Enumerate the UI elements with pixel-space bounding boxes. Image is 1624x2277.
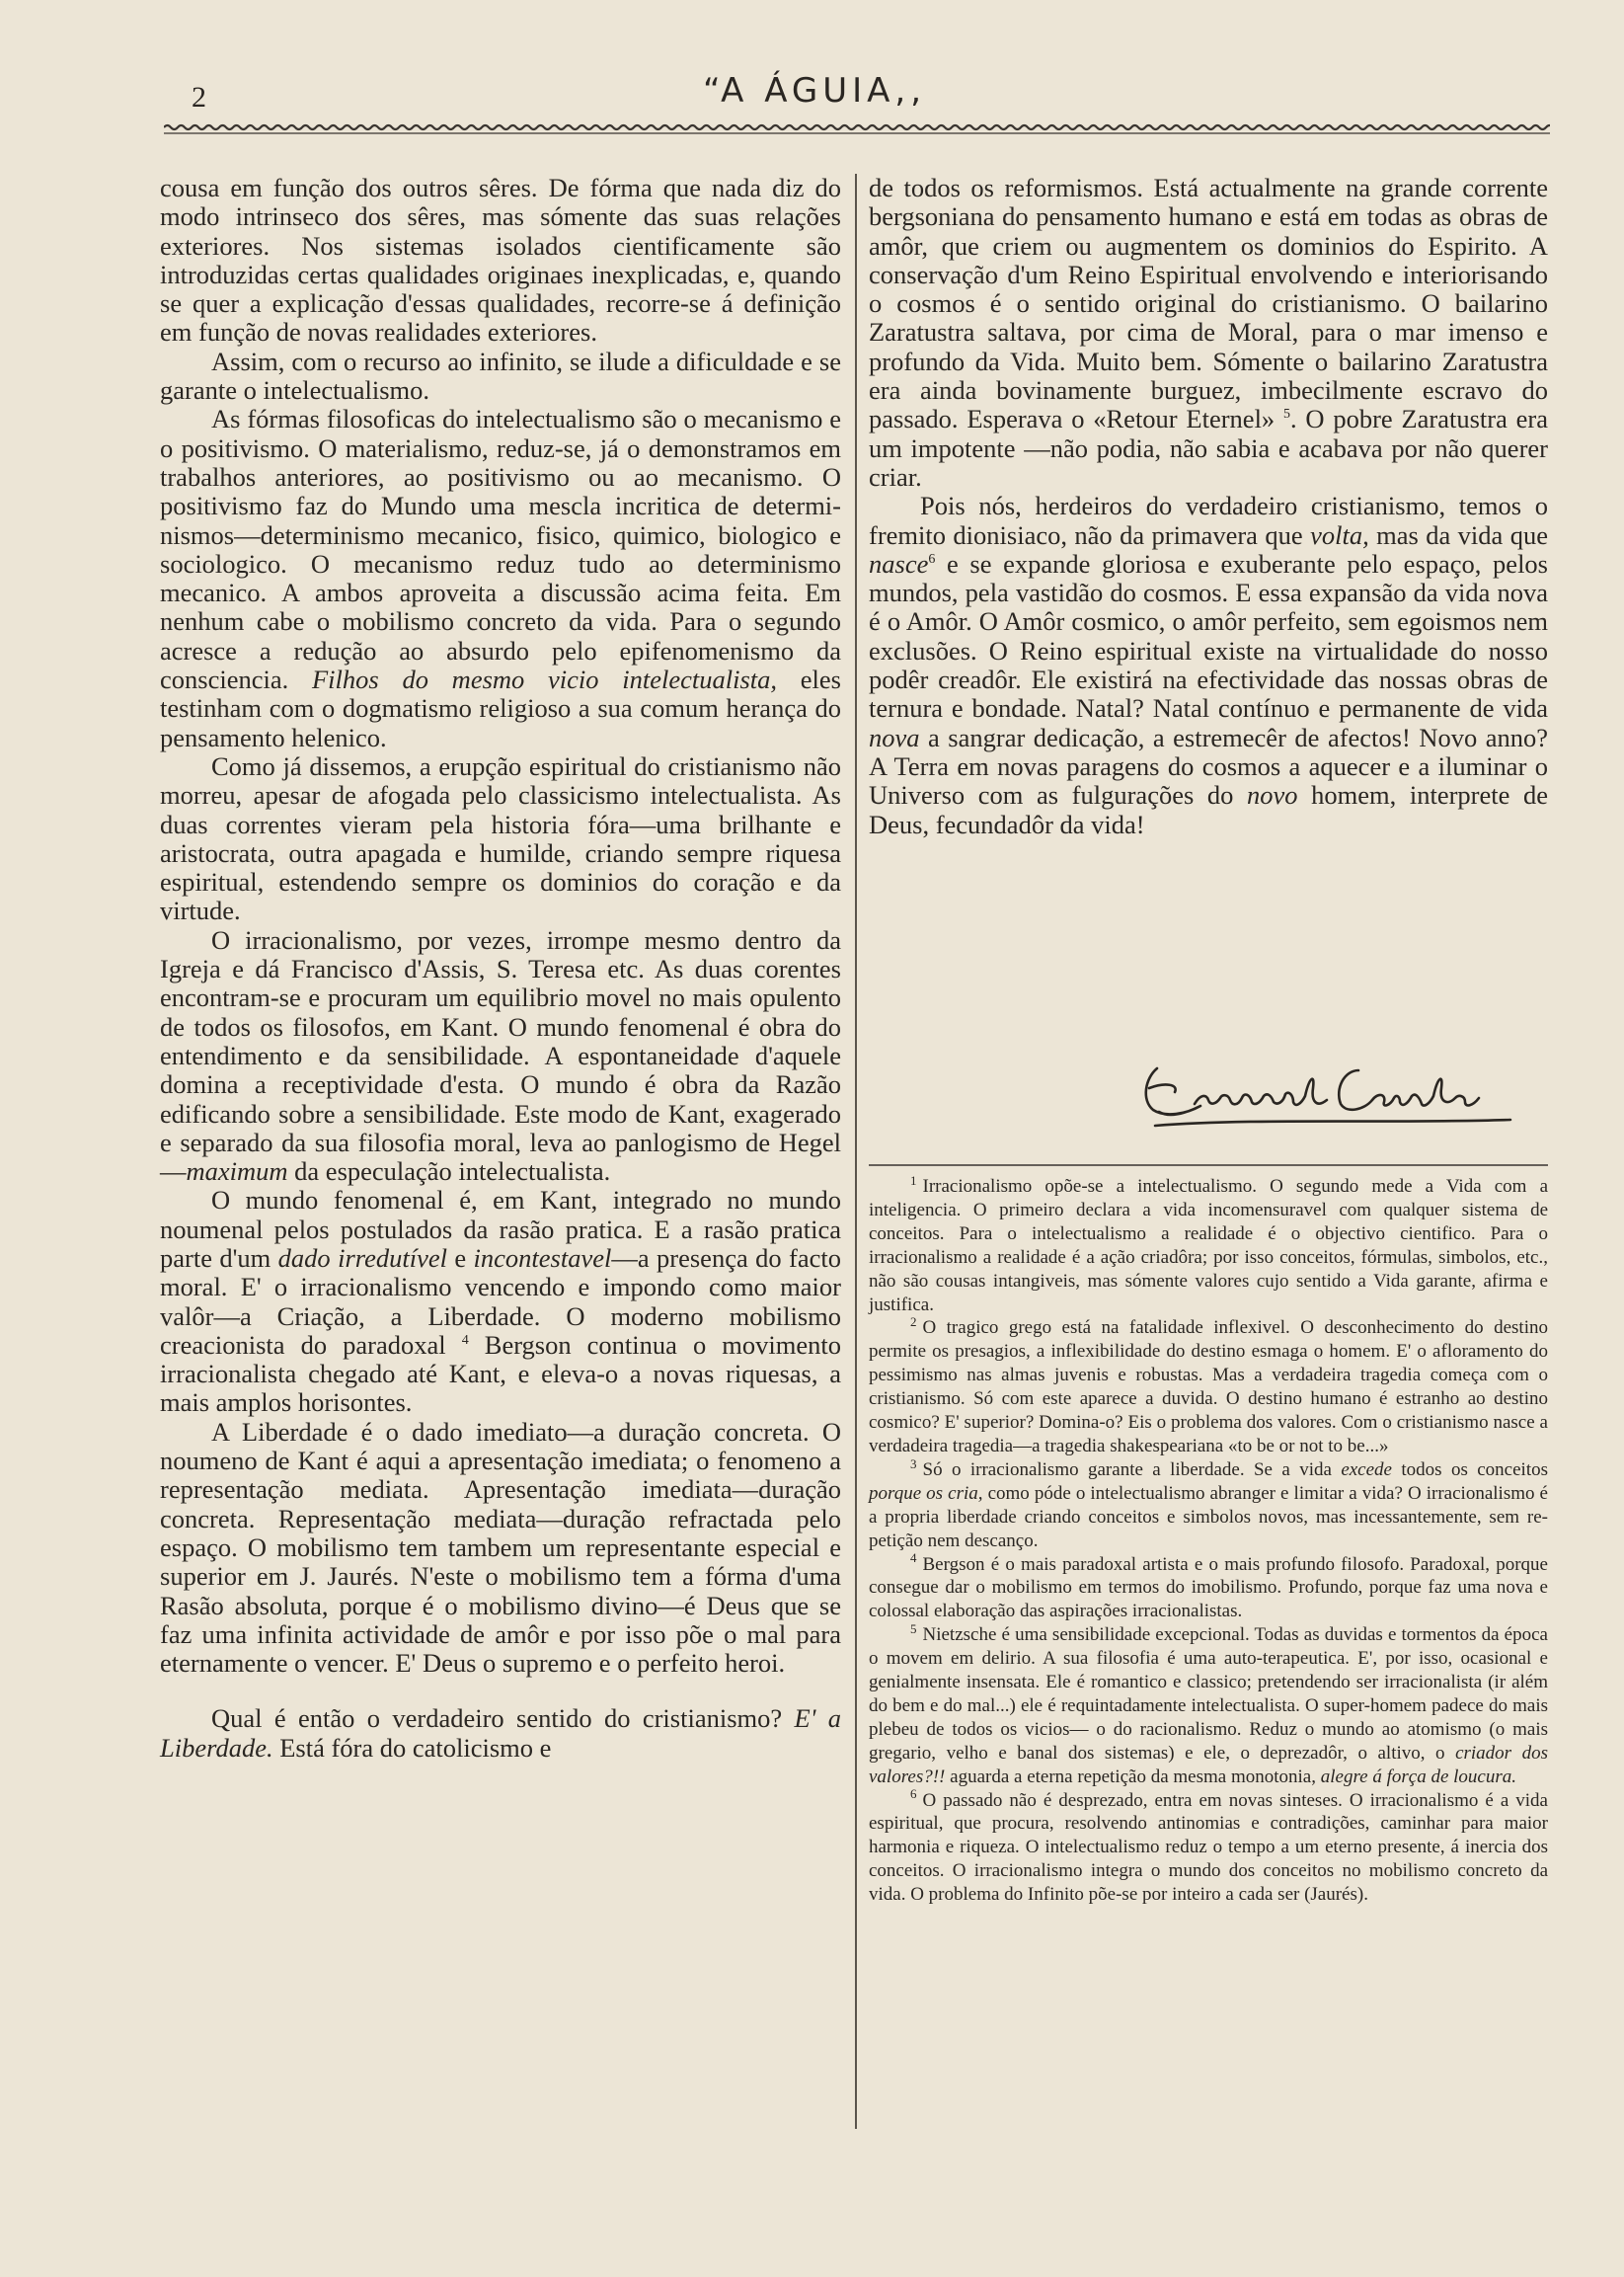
paragraph: de todos os reformismos. Está actualmente na grande corrente bergsoniana do pensamento humano e está em todas as obras de amôr, que criem ou augmentem os dominios do Espirito. A conservação d'um Reino Espiritual envolvendo e interiorisando o cosmos é o sentido original do cristianismo. O bailarino Zaratustra saltava, por cima de Moral, para o mar imenso e profundo da Vida. Muito bem. Sómente o bailarino Zaratustra era ainda bovinamente burguez, imbecilmente escravo do passado. Esperava o «Retour Eternel» $^5$. O pobre Zaratustra era um impotente —não podia, não sabia e acabava por não querer criar.: [869, 173, 1549, 492]
running-title: “A ÁGUIA,,: [702, 71, 927, 111]
right-column: [869, 174, 1548, 839]
footnote-ref: 5: [1282, 407, 1290, 423]
paragraph: cousa em função dos outros sêres. De fórma que nada diz do modo intrinseco dos sêres, mas sómente das suas relações exteriores. Nos sistemas isolados cientificamente são introduzidas certas qualidades originaes inexplicadas, e, quando se quer a explicação d'essas qualidades, recorre-se á definição em função de novas realidades exteriores.: [160, 173, 841, 348]
left-column: [160, 174, 841, 1763]
paragraph: Pois nós, herdeiros do verdadeiro cristianismo, temos o fremito dionisiaco, não da primavera que volta, mas da vida que nasce$^6$ e se expande gloriosa e exuberante pelo espaço, pelos mundos, pela vastidão do cosmos. E essa expansão da vida nova é o Amôr. O Amôr cosmico, o amôr perfeito, sem egoismos nem exclusões. O Reino espiritual existe na virtualidade do nosso podêr creadôr. Ele existirá na efectividade das nossas obras de ternura e bondade. Natal? Natal contínuo e permanente de vida nova a sangrar dedicação, a estremecêr de afectos! Novo anno? A Terra em novas paragens do cosmos a aquecer e a iluminar o Universo com as fulgurações do novo homem, interprete de Deus, fecundadôr da vida!: [869, 491, 1549, 839]
paragraph: Assim, com o recurso ao infinito, se ilude a dificuldade e se garante o intelectualismo.: [160, 346, 841, 406]
handwritten-signature: [1135, 1049, 1520, 1139]
footnote-ref: 4: [461, 1333, 469, 1349]
column-divider: [855, 174, 857, 2129]
footnote: $^1$ Irracionalismo opõe-se a intelectualismo. O segundo mede a Vida com a inteligencia. O primeiro declara a vida incomensuravel com qualquer sistema de conceitos. Para o intelectualismo a realidade é o objectivo cientifico. Para o irracionalismo a realidade é a ação criadôra; por isso conceitos, fórmulas, simbolos, etc., não são cousas intangiveis, mas sómente valores cujo sentido a Vida garante, afirma e justifica.: [869, 1172, 1548, 1315]
footnote: $^6$ O passado não é desprezado, entra em novas sinteses. O irracionalismo é a vida espiritual, que procura, resolvendo antinomias e contradições, caminhar para maior harmonia e riqueza. O intelectualismo reduz o tempo a um eterno presente, á inercia dos conceitos. O irracionalismo integra o mundo dos conceitos no mobilismo concreto da vida. O problema do Infinito põe-se por inteiro a cada ser (Jaurés).: [869, 1786, 1548, 1906]
header-wavy-rule: [164, 122, 1550, 136]
footnote-ref: 6: [928, 552, 936, 568]
paragraph: As fórmas filosoficas do intelectualismo são o mecanismo e o positivismo. O materialismo, reduz-se, já o demonstramos em trabalhos anteriores, ao positivismo ou ao mecanismo. O positivismo faz do Mundo uma mescla incritica de determinismos—determinismo mecanico, fisico, quimico, biologico e sociologico. O mecanismo reduz tudo ao determinismo mecanico. A ambos aproveita a discussão acima feita. Em nenhum cabe o mobilismo concreto da vida. Para o segundo acresce a redução ao absurdo pelo epifenomenismo da consciencia. Filhos do mesmo vicio intelectualista, eles testinham com o dogmatismo religioso a sua comum herança do pensamento helenico.: [160, 404, 841, 752]
footnote-rule: [869, 1163, 1548, 1167]
footnote: $^4$ Bergson é o mais paradoxal artista e o mais profundo filosofo. Paradoxal, porque consegue dar o mobilismo em termos do imobilismo. Profundo, porque faz uma nova e colossal elaboração das aspirações irracionalistas.: [869, 1550, 1548, 1622]
page-number: 2: [192, 81, 206, 114]
paragraph: Como já dissemos, a erupção espiritual do cristianismo não morreu, apesar de afogada pelo classicismo intelectualista. As duas correntes vieram pela historia fóra—uma brilhante e aristocrata, outra apagada e humilde, criando sempre riquesa espiritual, estendendo sempre os dominios do coração e da virtude.: [160, 750, 841, 926]
footnote: $^2$ O tragico grego está na fatalidade inflexivel. O desconhecimento do destino permite os presagios, a inflexibilidade do destino esmaga o homem. E' o afloramento do pessimismo nas almas juvenis e robustas. Mas a verdadeira tragedia começa com o cristianismo. Só com este aparece a duvida. O destino humano é estranho ao destino cosmico? E' superior? Domina-o? Eis o problema dos valores. Com o cristianismo nasce a verdadeira tragedia—a tragedia shakespeariana «to be or not to be...»: [869, 1314, 1548, 1456]
footnote: $^5$ Nietzsche é uma sensibilidade excepcional. Todas as duvidas e tormentos da época o movem em delirio. A sua filosofia é uma auto-terapeutica. E', por isso, ocasional e genialmente insensata. Ele é romantico e classico; pretendendo ser irracionalista (ir além do bem e do mal...) ele é requintadamente intelectualista. O super-homem padece do mais plebeu de todos os vicios— o do racionalismo. Reduz o mundo ao atomismo (o mais gregario, velho e banal dos sistemas) e ele, o deprezadôr, o altivo, o criador dos valores?!! aguarda a eterna repetição da mesma monotonia, alegre á força de loucura.: [869, 1620, 1548, 1787]
paragraph: O irracionalismo, por vezes, irrompe mesmo dentro da Igreja e dá Francisco d'Assis, S. Teresa etc. As duas corentes encontram-se e procuram um equilibrio movel no mais opulento de todos os filosofos, em Kant. O mundo fenomenal é obra do entendimento e da sensibilidade. A espontaneidade d'aquele domina a receptividade d'esta. O mundo é obra da Razão edificando sobre a sensibilidade. Este modo de Kant, exagerado e separado da sua filosofia moral, leva ao panlogismo de Hegel—maximum da especulação intelectualista.: [160, 924, 841, 1187]
paragraph: A Liberdade é o dado imediato—a duração concreta. O noumeno de Kant é aqui a apresentação imediata; o fenomeno a representação mediata. Apresentação imediata—duração concreta. Representação mediata—duração refractada pelo espaço. O mobilismo tem tambem um representante especial e superior em J. Jaurés. N'este o mobilismo tem a fórma d'uma Rasão absoluta, porque é o mobilismo divino—é Deus que se faz uma infinita actividade de amôr e por isso põe o mal para eternamente o vencer. E' Deus o supremo e o perfeito heroi.: [160, 1416, 841, 1679]
paragraph: O mundo fenomenal é, em Kant, integrado no mundo noumenal pelos postulados da rasão pratica. E a rasão pratica parte d'um dado irredutível e incontestavel—a presença do facto moral. E' o irracionalismo vencendo e impondo como maior valôr—a Criação, a Liberdade. O moderno mobilismo creacionista do paradoxal $^4$ Bergson continua o movimento irracionalista chegado até Kant, e eleva-o a novas riquesas, a mais amplos horisontes.: [160, 1185, 842, 1418]
footnotes: [869, 1172, 1548, 1907]
paragraph: Qual é então o verdadeiro sentido do cristianismo? E' a Liberdade. Está fóra do catolicismo e: [160, 1703, 841, 1763]
footnote: $^3$ Só o irracionalismo garante a liberdade. Se a vida excede todos os conceitos porque os cria, como póde o intelectualismo abranger e limitar a vida? O irracionalismo é a propria liberdade criando conceitos e simbolos novos, mas incessantemente, sem repetição nem descanço.: [869, 1455, 1548, 1551]
